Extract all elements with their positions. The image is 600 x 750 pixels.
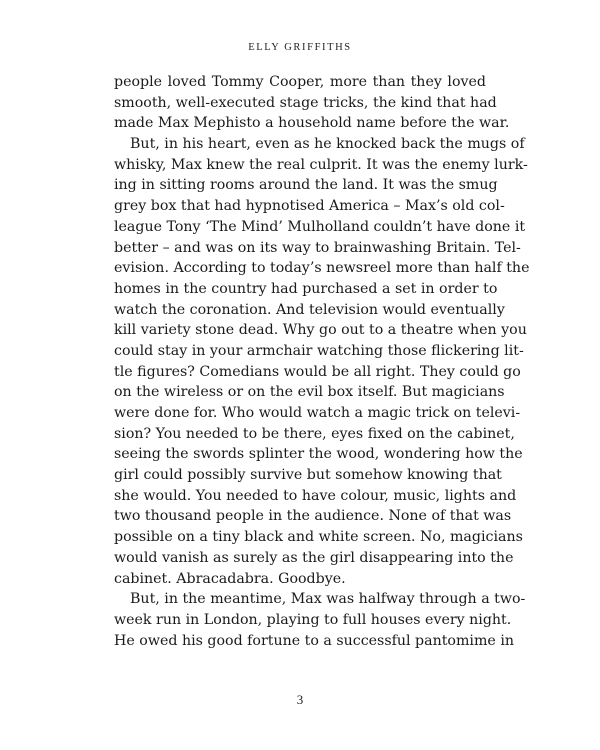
text-line: girl could possibly survive but somehow knowing that — [114, 467, 502, 484]
text-line: kill variety stone dead. Why go out to a theatre when you — [114, 322, 527, 339]
text-line: homes in the country had purchased a set in order to — [114, 280, 498, 297]
text-line: evision. According to today’s newsreel more than half the — [114, 260, 530, 277]
text-line: tle figures? Comedians would be all right. They could go — [114, 363, 521, 380]
text-line: watch the coronation. And television would eventually — [114, 301, 505, 318]
text-line: cabinet. Abracadabra. Goodbye. — [114, 570, 346, 587]
text-line: she would. You needed to have colour, music, lights and — [114, 487, 517, 504]
text-line: But, in the meantime, Max was halfway through a two- — [130, 591, 526, 608]
text-line: whisky, Max knew the real culprit. It was the enemy lurk- — [114, 156, 528, 173]
text-line: week run in London, playing to full houses every night. — [114, 611, 512, 628]
running-head: ELLY GRIFFITHS — [248, 42, 352, 53]
text-line: league Tony ‘The Mind’ Mulholland couldn’t have done it — [114, 218, 526, 235]
text-line: better – and was on its way to brainwashing Britain. Tel- — [114, 239, 521, 256]
text-line: seeing the swords splinter the wood, wondering how the — [114, 446, 523, 463]
text-line: ing in sitting rooms around the land. It was the smug — [114, 177, 498, 194]
text-line: sion? You needed to be there, eyes fixed on the cabinet, — [114, 425, 515, 442]
page-number: 3 — [296, 692, 304, 707]
text-line: grey box that had hypnotised America – Max’s old col- — [114, 198, 505, 215]
text-line: smooth, well-executed stage tricks, the kind that had — [114, 94, 497, 111]
text-line: could stay in your armchair watching those flickering lit- — [114, 342, 524, 359]
text-line: would vanish as surely as the girl disappearing into the — [114, 549, 514, 566]
text-line: possible on a tiny black and white screen. No, magicians — [114, 529, 523, 546]
text-line: two thousand people in the audience. None of that was — [114, 508, 512, 525]
text-line: on the wireless or on the evil box itself. But magicians — [114, 384, 505, 401]
text-line: people loved Tommy Cooper, more than they loved — [114, 74, 486, 90]
body-text — [114, 72, 530, 651]
text-line: But, in his heart, even as he knocked back the mugs of — [130, 136, 525, 153]
text-line: He owed his good fortune to a successful pantomime in — [114, 632, 515, 649]
text-line: were done for. Who would watch a magic trick on televi- — [114, 405, 521, 421]
text-line: made Max Mephisto a household name before the war. — [114, 115, 510, 132]
